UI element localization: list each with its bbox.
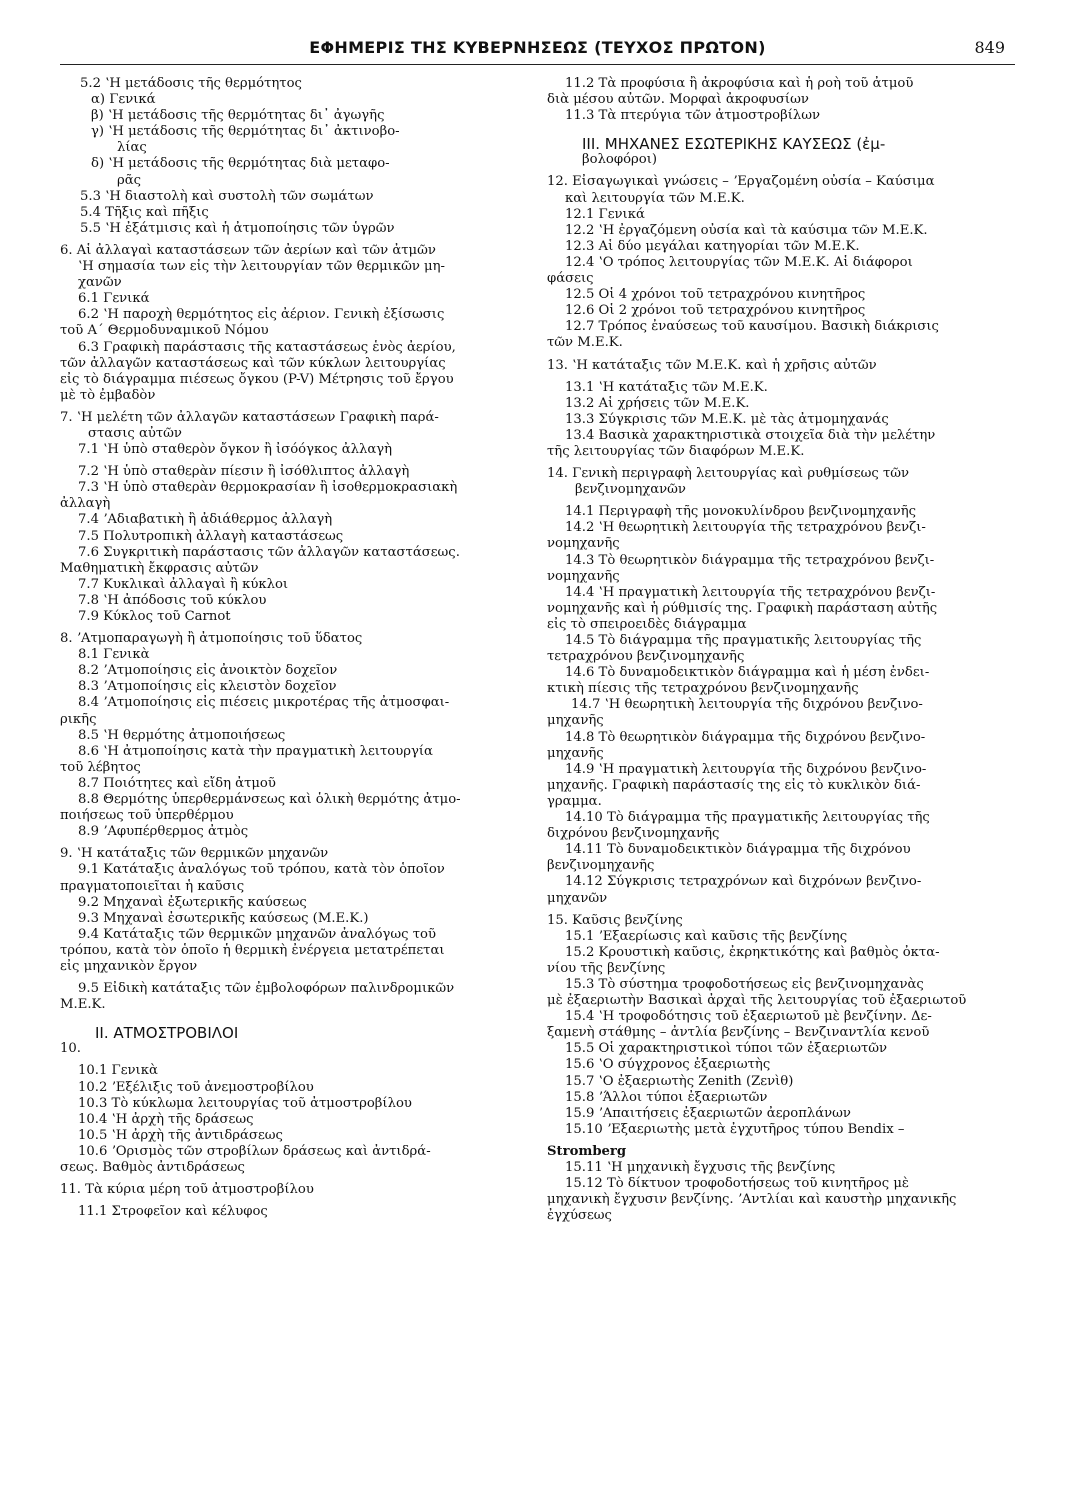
toc-line: 9.1 Κατάταξις ἀναλόγως τοῦ τρόπου, κατὰ τὸν ὁποῖον [78,862,445,878]
spacer [547,124,1015,136]
toc-line: 14.9 ʽΗ πραγματικὴ λειτουργία τῆς διχρόνου βενζινο- [565,761,927,777]
toc-line: 9.4 Κατάταξις τῶν θερμικῶν μηχανῶν ἀναλόγως τοῦ [78,926,437,942]
toc-line: 7. ʽΗ μελέτη τῶν ἀλλαγῶν καταστάσεων Γραφικὴ παρά- [60,409,439,425]
toc-line: τοῦ λέβητος [60,759,141,775]
toc-line: 12.5 Οἱ 4 χρόνοι τοῦ τετραχρόνου κινητῆρος [565,287,866,303]
toc-line: 11.3 Τὰ πτερύγια τῶν ἀτμοστροβίλων [565,108,821,124]
toc-line: 14.12 Σύγκρισις τετραχρόνων καὶ διχρόνων βενζινο- [565,874,922,890]
toc-line: 9.3 Μηχαναὶ ἐσωτερικῆς καύσεως (Μ.Ε.Κ.) [78,910,369,926]
toc-line: 10.6 ʼΟρισμὸς τῶν στροβίλων δράσεως καὶ ἀντιδρά- [78,1143,431,1159]
toc-line: 15. Καῦσις βενζίνης [547,912,683,928]
toc-line: 8.4 ʼΑτμοποίησις εἰς πιέσεις μικροτέρας τῆς ἀτμοσφαι- [78,695,450,711]
toc-line: 7.9 Κύκλος τοῦ Carnot [78,609,231,624]
toc-line: μηχανῆς. Γραφικὴ παράστασίς της εἰς τὸ κυκλικὸν διά- [547,777,921,793]
toc-line: νομηχανῆς [547,536,620,552]
toc-line: μηχανῶν [547,890,608,906]
toc-line: 14.6 Τὸ δυναμοδεικτικὸν διάγραμμα καὶ ἡ μέση ἐνδει- [565,665,930,681]
toc-line: μηχανικὴ ἔγχυσιν βενζίνης. ʼΑντλίαι καὶ καυστὴρ μηχανικῆς [547,1192,957,1208]
toc-line: 6.1 Γενικά [78,291,150,307]
section-heading: II. ΑΤΜΟΣΤΡΟΒΙΛΟΙ [95,1025,239,1042]
toc-line: 8.3 ʼΑτμοποίησις εἰς κλειστὸν δοχεῖον [78,679,337,695]
toc-line: 8.1 Γενικὰ [78,647,150,663]
toc-line: β) ʽΗ μετάδοσις τῆς θερμότητας δι᾽ ἀγωγῆς [91,108,385,124]
toc-line: 15.1 ʼΕξαερίωσις καὶ καῦσις τῆς βενζίνης [565,928,848,944]
section-heading: III. ΜΗΧΑΝΕΣ ΕΣΩΤΕΡΙΚΗΣ ΚΑΥΣΕΩΣ (ἐμ- [582,136,886,153]
toc-line: 13.4 Βασικὰ χαρακτηριστικὰ στοιχεῖα διὰ τὴν μελέτην [565,427,936,443]
toc-line: τρόπου, κατὰ τὸν ὁποῖο ἡ θερμικὴ ἐνέργεια μετατρέπεται [60,942,445,958]
toc-line: 10. [60,1041,81,1057]
toc-line: 6.2 ʽΗ παροχὴ θερμότητος εἰς ἀέριον. Γενικὴ ἐξίσωσις [78,307,445,323]
toc-line: 14.7 ʽΗ θεωρητικὴ λειτουργία τῆς διχρόνου βενζινο- [571,697,923,713]
toc-line: 12. Εἰσαγωγικαὶ γνώσεις – ʼΕργαζομένη οὐσία – Καύσιμα [547,174,935,190]
toc-line: 12.4 ʽΟ τρόπος λειτουργίας τῶν Μ.Ε.Κ. Αἱ διάφοροι [565,254,913,270]
toc-line: νομηχανῆς [547,568,620,584]
toc-line: 7.4 ʼΑδιαβατικὴ ἢ ἀδιάθερμος ἀλλαγὴ [78,512,333,528]
toc-line: 13.3 Σύγκρισις τῶν Μ.Ε.Κ. μὲ τὰς ἀτμομηχανάς [565,411,889,427]
toc-line: 8.2 ʼΑτμοποίησις εἰς ἀνοικτὸν δοχεῖον [78,663,338,679]
page-number: 849 [974,38,1005,57]
toc-line: ἀλλαγὴ [60,496,111,512]
toc-line: 12.7 Τρόπος ἐναύσεως τοῦ καυσίμου. Βασικὴ διάκρισις [565,319,939,335]
toc-line: βολοφόροι) [582,152,658,168]
toc-line: 6.3 Γραφικὴ παράστασις τῆς καταστάσεως ἑνὸς ἀερίου, [78,339,456,355]
toc-line: 14.2 ʽΗ θεωρητικὴ λειτουργία τῆς τετραχρόνου βενζι- [565,520,926,536]
right-column [547,76,1015,1224]
toc-line: τῶν Μ.Ε.Κ. [547,335,623,351]
toc-line: 5.4 Τῆξις καὶ πῆξις [80,204,209,220]
toc-line: Μαθηματικὴ ἔκφρασις αὐτῶν [60,560,259,576]
toc-line: μηχανῆς [547,745,604,761]
toc-line: 8.9 ʼΑφυπέρθερμος ἀτμὸς [78,824,249,840]
toc-line: εἰς τὸ σπειροειδὲς διάγραμμα [547,616,747,632]
toc-line: 15.3 Τὸ σύστημα τροφοδοτήσεως εἰς βενζινομηχανὰς [565,976,924,992]
toc-line: 6. Αἱ ἀλλαγαὶ καταστάσεων τῶν ἀερίων καὶ τῶν ἀτμῶν [60,242,436,258]
toc-line: ʽΗ σημασία των εἰς τὴν λειτουργίαν τῶν θερμικῶν μη- [78,259,445,275]
toc-line: α) Γενικά [91,92,156,108]
toc-line: 8.6 ʽΗ ἀτμοποίησις κατὰ τὴν πραγματικὴ λειτουργία [78,743,433,759]
toc-line: καὶ λειτουργία τῶν Μ.Ε.Κ. [565,190,745,206]
toc-line: 14. Γενικὴ περιγραφὴ λειτουργίας καὶ ρυθμίσεως τῶν [547,466,910,482]
toc-line: 8.5 ʽΗ θερμότης ἀτμοποιήσεως [78,727,286,743]
toc-line: 9. ʽΗ κατάταξις τῶν θερμικῶν μηχανῶν [60,846,329,862]
toc-line: 9.2 Μηχαναὶ ἐξωτερικῆς καύσεως [78,894,307,910]
toc-line: γ) ʽΗ μετάδοσις τῆς θερμότητας δι᾽ ἀκτινοβο- [91,124,400,140]
toc-line: 7.6 Συγκριτικὴ παράστασις τῶν ἀλλαγῶν καταστάσεως. [78,544,460,560]
toc-line: ξαμενὴ στάθμης – ἀντλία βενζίνης – Βενζιναντλία κενοῦ [547,1025,930,1041]
toc-line: νίου τῆς βενζίνης [547,960,666,976]
toc-line: γραμμα. [547,793,602,809]
toc-line: βενζινομηχανῶν [575,482,686,498]
toc-line: μηχανῆς [547,713,604,729]
toc-line: στασις αὐτῶν [88,425,182,441]
toc-line: 14.3 Τὸ θεωρητικὸν διάγραμμα τῆς τετραχρόνου βενζι- [565,552,935,568]
toc-line: βενζινομηχανῆς [547,858,655,874]
toc-line: Μ.Ε.Κ. [60,997,106,1013]
toc-line: 8.7 Ποιότητες καὶ εἴδη ἀτμοῦ [78,775,276,791]
toc-line: 15.6 ʽΟ σύγχρονος ἐξαεριωτὴς [565,1057,771,1073]
toc-line: διχρόνου βενζινομηχανῆς [547,826,720,842]
toc-line: 14.11 Τὸ δυναμοδεικτικὸν διάγραμμα τῆς διχρόνου [565,842,911,858]
toc-line: λίας [117,140,147,156]
toc-line: 14.8 Τὸ θεωρητικὸν διάγραμμα τῆς διχρόνου βενζινο- [565,729,926,745]
toc-line: 7.7 Κυκλικαὶ ἀλλαγαὶ ἢ κύκλοι [78,576,289,592]
toc-line: διὰ μέσου αὐτῶν. Μορφαὶ ἀκροφυσίων [547,92,809,108]
toc-line: νομηχανῆς καὶ ἡ ρύθμισίς της. Γραφικὴ παράσταση αὐτῆς [547,600,938,616]
toc-line: Stromberg [547,1143,627,1159]
toc-line: 5.2 ʽΗ μετάδοσις τῆς θερμότητος [80,76,302,91]
toc-line: δ) ʽΗ μετάδοσις τῆς θερμότητας διὰ μεταφο- [91,156,390,172]
toc-line: εἰς μηχανικὸν ἔργον [60,958,198,974]
toc-line: 13.1 ʽΗ κατάταξις τῶν Μ.Ε.Κ. [565,379,768,395]
toc-line: σεως. Βαθμὸς ἀντιδράσεως [60,1160,245,1175]
toc-line: τετραχρόνου βενζινομηχανῆς [547,649,745,665]
toc-line: 14.4 ʽΗ πραγματικὴ λειτουργία τῆς τετραχρόνου βενζι- [565,584,936,600]
toc-line: κτικὴ πίεσις τῆς τετραχρόνου βενζινομηχανῆς [547,681,859,697]
toc-line: τῆς λειτουργίας τῶν διαφόρων Μ.Ε.Κ. [547,443,805,459]
toc-line: 10.5 ʽΗ ἀρχὴ τῆς ἀντιδράσεως [78,1127,283,1143]
toc-line: 13. ʽΗ κατάταξις τῶν Μ.Ε.Κ. καὶ ἡ χρῆσις αὐτῶν [547,357,877,373]
toc-line: ποιήσεως τοῦ ὑπερθέρμου [60,808,234,824]
spacer [60,1013,530,1025]
toc-line: 10.3 Τὸ κύκλωμα λειτουργίας τοῦ ἀτμοστροβίλου [78,1095,412,1111]
toc-line: 10.4 ʽΗ ἀρχὴ τῆς δράσεως [78,1111,254,1127]
toc-line: 7.5 Πολυτροπικὴ ἀλλαγὴ καταστάσεως [78,528,344,544]
toc-line: 7.3 ʽΗ ὑπὸ σταθερὰν θερμοκρασίαν ἢ ἰσοθερμοκρασιακὴ [78,480,458,496]
toc-line: 7.8 ʽΗ ἀπόδοσις τοῦ κύκλου [78,592,267,608]
toc-line: 15.4 ʽΗ τροφοδότησις τοῦ ἐξαεριωτοῦ μὲ βενζίνην. Δε- [565,1009,932,1025]
toc-line: τοῦ Α΄ Θερμοδυναμικοῦ Νόμου [60,323,269,339]
toc-line: 9.5 Εἰδικὴ κατάταξις τῶν ἐμβολοφόρων παλινδρομικῶν [78,981,455,997]
toc-line: ἐγχύσεως [547,1208,612,1224]
page-header [60,38,1015,65]
toc-line: 14.10 Τὸ διάγραμμα τῆς πραγματικῆς λειτουργίας τῆς [565,810,930,826]
toc-line: μὲ ἐξαεριωτὴν Βασικαὶ ἀρχαὶ τῆς λειτουργίας τοῦ ἐξαεριωτοῦ [547,993,967,1009]
toc-line: 15.7 ʽΟ ἐξαεριωτὴς Zenith (Ζενὶθ) [565,1073,794,1089]
toc-line: 5.3 ʽΗ διαστολὴ καὶ συστολὴ τῶν σωμάτων [80,188,374,204]
toc-line: μὲ τὸ ἐμβαδὸν [60,387,156,403]
toc-line: 10.2 ʼΕξέλιξις τοῦ ἀνεμοστροβίλου [78,1079,314,1095]
toc-line: 10.1 Γενικὰ [78,1063,158,1079]
toc-line: πραγματοποιεῖται ἡ καῦσις [60,878,245,894]
toc-line: 12.2 ʽΗ ἐργαζόμενη οὐσία καὶ τὰ καύσιμα τῶν Μ.Ε.Κ. [565,222,928,238]
toc-line: 15.10 ʼΕξαεριωτὴς μετὰ ἐγχυτῆρος τύπου Bendix – [565,1121,905,1137]
toc-line: 7.1 ʽΗ ὑπὸ σταθερὸν ὄγκον ἢ ἰσόόγκος ἀλλαγὴ [78,442,393,458]
left-column [60,76,530,1220]
toc-line: 13.2 Αἱ χρήσεις τῶν Μ.Ε.Κ. [565,395,750,411]
toc-line: ρᾶς [117,172,142,188]
gazette-title: ΕΦΗΜΕΡΙΣ ΤΗΣ ΚΥΒΕΡΝΗΣΕΩΣ (ΤΕΥΧΟΣ ΠΡΩΤΟΝ) [309,38,766,57]
toc-line: 15.11 ʽΗ μηχανικὴ ἔγχυσις τῆς βενζίνης [565,1160,836,1175]
toc-line: 5.5 ʽΗ ἐξάτμισις καὶ ἡ ἀτμοποίησις τῶν ὑγρῶν [80,220,395,236]
toc-line: 11. Τὰ κύρια μέρη τοῦ ἀτμοστροβίλου [60,1182,314,1198]
toc-line: τῶν ἀλλαγῶν καταστάσεως καὶ τῶν κύκλων λειτουργίας [60,355,446,371]
toc-line: ρικῆς [60,711,97,727]
toc-line: 15.5 Οἱ χαρακτηριστικοὶ τύποι τῶν ἐξαεριωτῶν [565,1041,888,1057]
toc-line: 14.5 Τὸ διάγραμμα τῆς πραγματικῆς λειτουργίας τῆς [565,633,922,648]
toc-line: 11.1 Στροφεῖον καὶ κέλυφος [78,1204,268,1220]
toc-line: 14.1 Περιγραφὴ τῆς μονοκυλίνδρου βενζινομηχανῆς [565,504,916,520]
toc-line: 12.3 Αἱ δύο μεγάλαι κατηγορίαι τῶν Μ.Ε.Κ. [565,238,860,254]
toc-line: 12.1 Γενικά [565,206,645,222]
toc-line: 15.2 Κρουστικὴ καῦσις, ἐκρηκτικότης καὶ βαθμὸς ὀκτα- [565,944,940,960]
toc-line: 15.9 ʼΑπαιτήσεις ἐξαεριωτῶν ἀεροπλάνων [565,1105,851,1121]
toc-line: 11.2 Τὰ προφύσια ἢ ἀκροφύσια καὶ ἡ ροὴ τοῦ ἀτμοῦ [565,76,914,91]
toc-line: 8.8 Θερμότης ὑπερθερμάνσεως καὶ ὁλικὴ θερμότης ἀτμο- [78,792,461,808]
toc-line: 15.8 ʼΆλλοι τύποι ἐξαεριωτῶν [565,1089,768,1105]
toc-line: 15.12 Τὸ δίκτυον τροφοδοτήσεως τοῦ κινητῆρος μὲ [565,1176,909,1192]
toc-line: 8. ʼΑτμοπαραγωγὴ ἢ ἀτμοποίησις τοῦ ὕδατος [60,631,363,647]
toc-line: εἰς τὸ διάγραμμα πιέσεως ὄγκου (P-V) Μέτρησις τοῦ ἔργου [60,371,454,387]
toc-line: χανῶν [78,275,122,291]
toc-line: φάσεις [547,271,594,287]
toc-line: 7.2 ʽΗ ὑπὸ σταθερὰν πίεσιν ἢ ἰσόθλιπτος ἀλλαγὴ [78,464,410,480]
toc-line: 12.6 Οἱ 2 χρόνοι τοῦ τετραχρόνου κινητῆρος [565,303,866,319]
